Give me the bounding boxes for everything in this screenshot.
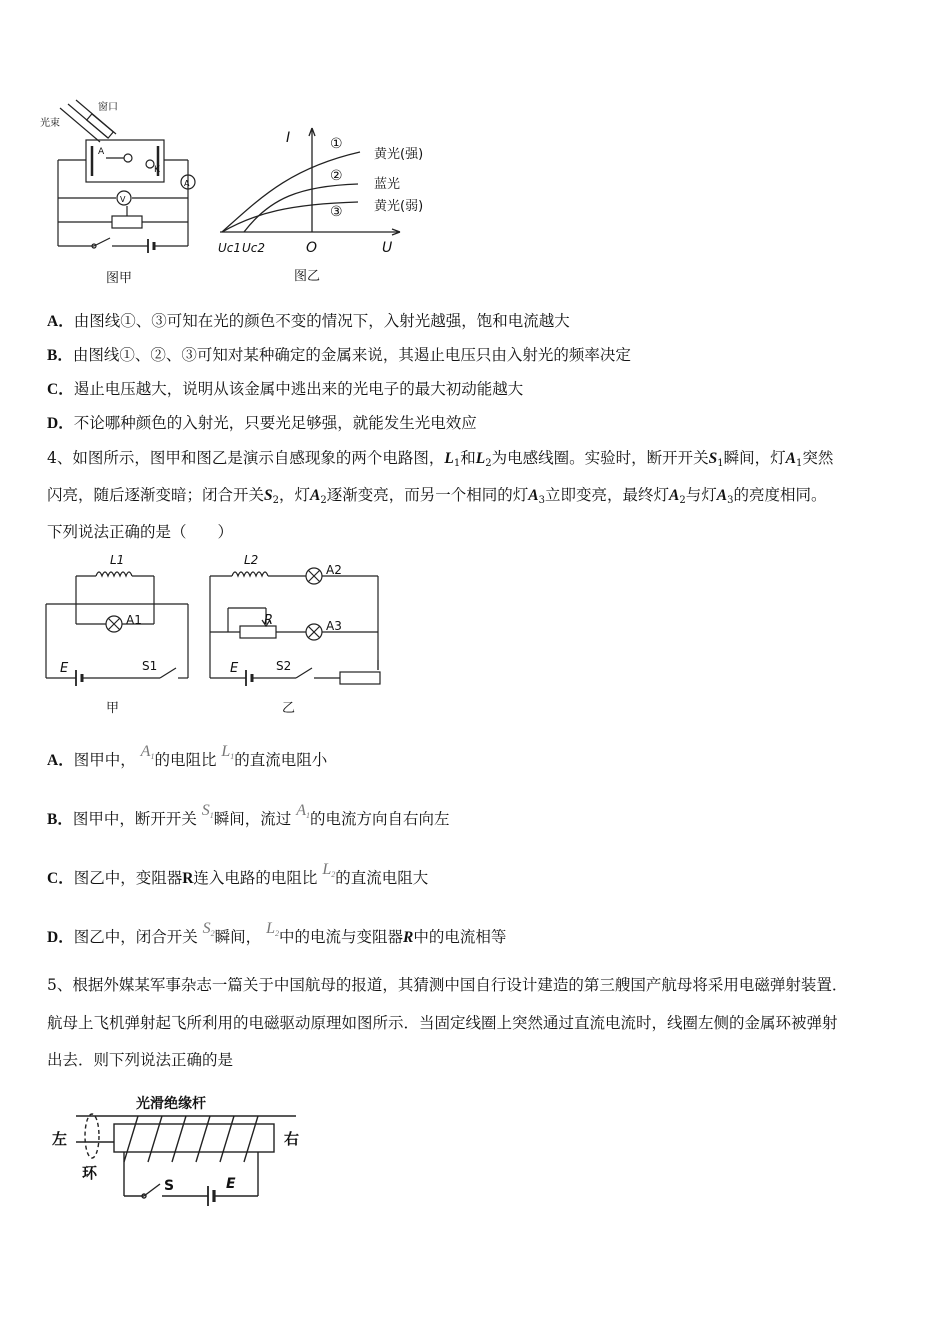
q5-stem-line2: 航母上飞机弹射起飞所利用的电磁驱动原理如图所示．当固定线圈上突然通过直流电流时，线圈左侧的金属环被弹射 — [47, 1014, 838, 1032]
q5-stem-line1: 5、根据外媒某军事杂志一篇关于中国航母的报道，其猜测中国自行设计建造的第三艘国产航母将采用电磁弹射装置． — [47, 976, 848, 994]
voltmeter-label: V — [120, 195, 126, 204]
switch-label: S — [164, 1178, 175, 1194]
ammeter-label: A — [184, 179, 190, 188]
fig-yi-caption: 图乙 — [294, 269, 321, 284]
label-s2: S2 — [276, 659, 292, 673]
caption-jia: 甲 — [106, 701, 120, 716]
option-text: 遏止电压越大，说明从该金属中逃出来的光电子的最大初动能越大 — [73, 380, 524, 398]
label-s1: S1 — [142, 659, 158, 673]
curve-yellow-strong — [222, 152, 360, 232]
origin-label: O — [306, 240, 318, 256]
q4-option-b[interactable]: B．图甲中，断开开关 $S_1$瞬间，流过 $A_1$的电流方向自右向左 — [47, 802, 450, 828]
option-letter: D． — [47, 415, 74, 432]
curve3-number: ③ — [330, 204, 343, 220]
q4-option-d[interactable]: D．图乙中，闭合开关 $S_2$瞬间， $L_2$中的电流与变阻器R中的电流相等 — [47, 920, 507, 946]
em-launch-figure — [40, 1090, 330, 1215]
sliding-rheostat — [340, 672, 380, 684]
coil-windings — [124, 1116, 258, 1162]
option-letter: A． — [47, 313, 74, 330]
label-r: R — [264, 613, 274, 628]
inductance-figure — [40, 548, 400, 716]
option-letter: C． — [47, 381, 74, 398]
photoelectric-circuit — [58, 100, 195, 253]
uc1-label: Uc1 — [218, 241, 242, 255]
label-a2: A2 — [326, 563, 342, 577]
right-label: 右 — [284, 1130, 300, 1148]
photoelectric-figure — [40, 98, 460, 288]
option-text: 不论哪种颜色的入射光，只要光足够强，就能发生光电效应 — [73, 414, 477, 432]
label-e-right: E — [230, 661, 239, 676]
q4-stem-line3: 下列说法正确的是（ ） — [47, 523, 234, 541]
option-text: 由图线①、②、③可知对某种确定的金属来说，其遏止电压只由入射光的频率决定 — [72, 346, 631, 364]
q3-option-b[interactable] — [47, 345, 631, 366]
curve1-name: 黄光(强) — [374, 147, 424, 162]
q5-stem-line3: 出去．则下列说法正确的是 — [47, 1051, 234, 1069]
curve3-name: 黄光(弱) — [374, 199, 424, 214]
metal-ring — [85, 1114, 99, 1158]
q4-stem-line1: 4、如图所示，图甲和图乙是演示自感现象的两个电路图，$L_1$和$L_2$为电感线圈。实验时，断开开关$S_1$瞬间，灯$A_1$突然 — [47, 449, 834, 469]
fixed-coil — [114, 1124, 274, 1152]
window-label: 窗口 — [98, 102, 118, 113]
caption-yi: 乙 — [282, 701, 296, 716]
fig-jia-caption: 图甲 — [106, 271, 133, 286]
inductor-l2 — [232, 572, 268, 576]
label-a1: A1 — [126, 613, 142, 627]
label-l1: L1 — [110, 553, 125, 567]
option-text: 由图线①、③可知在光的颜色不变的情况下，入射光越强，饱和电流越大 — [73, 312, 570, 330]
curve2-number: ② — [330, 168, 343, 184]
left-label: 左 — [52, 1130, 68, 1148]
u-axis-label: U — [382, 240, 393, 256]
label-l2: L2 — [244, 553, 259, 567]
curve2-name: 蓝光 — [374, 177, 401, 192]
q3-option-c[interactable] — [47, 379, 523, 400]
uc2-label: Uc2 — [242, 241, 266, 255]
inductor-l1 — [96, 572, 132, 576]
ring-label: 环 — [82, 1164, 98, 1182]
rod-label: 光滑绝缘杆 — [136, 1096, 206, 1112]
battery-label: E — [226, 1176, 236, 1192]
cathode-label: K — [154, 165, 160, 175]
light-beam-label: 光束 — [40, 118, 60, 129]
option-letter: B． — [47, 347, 73, 364]
q3-option-d[interactable] — [47, 413, 477, 434]
label-e-left: E — [60, 661, 69, 676]
q4-stem-line2: 闪亮，随后逐渐变暗；闭合开关$S_2$，灯$A_2$逐渐变亮，而另一个相同的灯$A_3$立即变亮，最终灯$A_2$与灯$A_3$的亮度相同。 — [47, 486, 827, 506]
q4-option-a[interactable]: A．图甲中， $A_1$的电阻比 $L_1$的直流电阻小 — [47, 743, 328, 769]
q4-option-c[interactable]: C．图乙中，变阻器R连入电路的电阻比 $L_2$的直流电阻大 — [47, 861, 429, 887]
anode-label: A — [98, 147, 105, 157]
q3-option-a[interactable] — [47, 311, 570, 332]
curve1-number: ① — [330, 136, 343, 152]
i-axis-label: I — [286, 130, 291, 146]
iu-graph — [220, 128, 400, 235]
label-a3: A3 — [326, 619, 342, 633]
